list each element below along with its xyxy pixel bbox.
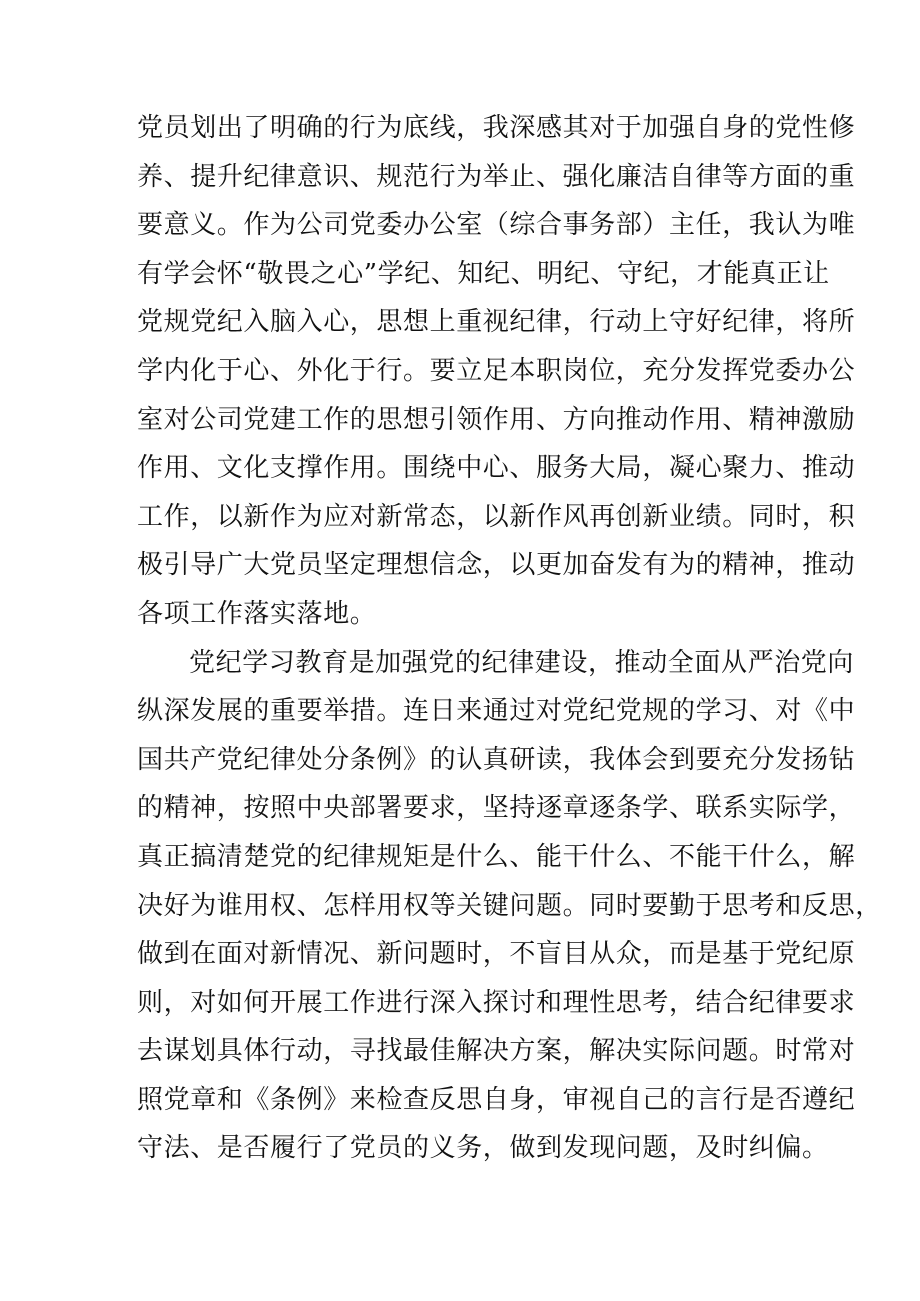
text-line: 有学会怀“敬畏之心”学纪、知纪、明纪、守纪，才能真正让 — [137, 258, 830, 289]
text-line: 去谋划具体行动，寻找最佳解决方案，解决实际问题。时常对 — [137, 1036, 856, 1067]
text-line: 室对公司党建工作的思想引领作用、方向推动作用、精神激励 — [137, 404, 856, 435]
text-line: 要意义。作为公司党委办公室（综合事务部）主任，我认为唯 — [137, 210, 856, 241]
text-line: 党员划出了明确的行为底线，我深感其对于加强自身的党性修 — [137, 113, 856, 143]
text-line: 作用、文化支撑作用。围绕中心、服务大局，凝心聚力、推动 — [137, 453, 856, 484]
text-line: 决好为谁用权、怎样用权等关键问题。同时要勤于思考和反思， — [137, 890, 882, 921]
text-line: 国共产党纪律处分条例》的认真研读，我体会到要充分发扬钻 — [137, 744, 856, 775]
text-line: 照党章和《条例》来检查反思自身，审视自己的言行是否遵纪 — [137, 1084, 856, 1115]
text-line: 极引导广大党员坚定理想信念，以更加奋发有为的精神，推动 — [137, 550, 856, 581]
text-line: 的精神，按照中央部署要求，坚持逐章逐条学、联系实际学， — [137, 793, 856, 824]
text-line: 纵深发展的重要举措。连日来通过对党纪党规的学习、对《中 — [137, 696, 856, 727]
text-line: 党纪学习教育是加强党的纪律建设，推动全面从严治党向 — [189, 647, 855, 678]
text-line: 则，对如何开展工作进行深入探讨和理性思考，结合纪律要求 — [137, 987, 856, 1018]
text-line: 守法、是否履行了党员的义务，做到发现问题，及时纠偏。 — [137, 1133, 829, 1164]
text-line: 党规党纪入脑入心，思想上重视纪律，行动上守好纪律，将所 — [137, 307, 856, 338]
text-line: 学内化于心、外化于行。要立足本职岗位，充分发挥党委办公 — [137, 355, 856, 386]
text-line: 做到在面对新情况、新问题时，不盲目从众，而是基于党纪原 — [137, 939, 856, 970]
text-line: 真正搞清楚党的纪律规矩是什么、能干什么、不能干什么，解 — [137, 841, 856, 872]
text-line: 各项工作落实落地。 — [137, 598, 377, 629]
document-body — [137, 104, 882, 1173]
text-line: 养、提升纪律意识、规范行为举止、强化廉洁自律等方面的重 — [137, 161, 856, 192]
paragraph-2 — [137, 639, 882, 1174]
paragraph-1 — [137, 104, 856, 639]
text-line: 工作，以新作为应对新常态，以新作风再创新业绩。同时，积 — [137, 501, 856, 532]
